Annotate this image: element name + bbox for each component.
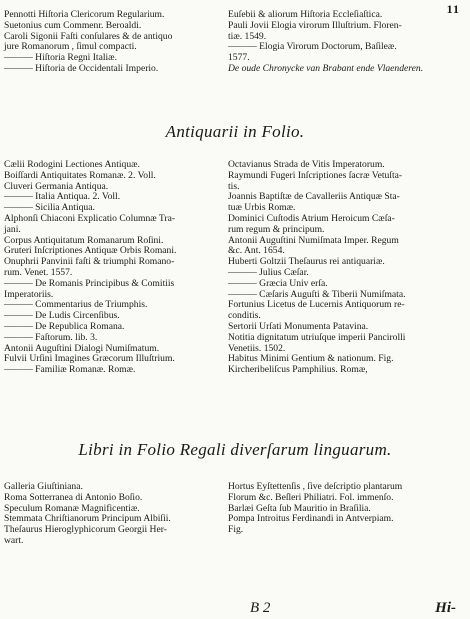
- list-item: Boiſſardi Antiquitates Romanæ. 2. Voll.: [4, 169, 156, 181]
- antiquarii-right-column: [228, 160, 460, 376]
- list-item: ——— Hiſtoria Regni Italiæ.: [4, 52, 117, 64]
- libri-right-column: [228, 482, 460, 547]
- list-item: Caroli Sigonii Faſti conſulares & de antiquo jure Romanorum , ſimul compacti.: [4, 30, 173, 53]
- list-item: ——— Elogia Virorum Doctorum, Baſileæ. 1577.: [228, 41, 397, 64]
- list-item: Stemmata Chriſtianorum Principum Albiſii.: [4, 513, 171, 525]
- list-item: Raymundi Fugeri Inſcriptiones ſacræ Vetuſta- tis.: [228, 169, 403, 192]
- list-item: ——— De Romanis Principibus & Comitiis Imperatoriis.: [4, 277, 175, 300]
- catchword: Hi-: [435, 600, 456, 616]
- list-item: Galleria Giuſtiniana.: [4, 481, 83, 492]
- list-item: Habitus Minimi Gentium & nationum. Fig.: [228, 353, 394, 365]
- list-item: Suetonius cum Commenr. Beroaldi.: [4, 19, 142, 31]
- list-item: ——— Italia Antiqua. 2. Voll.: [4, 191, 121, 203]
- top-right-column: [228, 10, 460, 75]
- section-heading-antiquarii: Antiquarii in Folio.: [165, 122, 305, 141]
- signature-mark: B 2: [250, 600, 271, 616]
- antiquarii-entries: [4, 160, 460, 376]
- list-item: Alphonſi Chiaconi Explicatio Columnæ Tra- jani.: [4, 212, 176, 235]
- list-item: ——— Faſtorum. lib. 3.: [4, 331, 98, 343]
- section-heading-libri: Libri in Folio Regali diverſarum linguarum.: [78, 440, 392, 459]
- list-item: ——— Græcia Univ erſa.: [228, 277, 328, 289]
- list-item: ——— Cæſaris Auguſti & Tiberii Numiſmata.: [228, 288, 406, 300]
- list-item: Fortunius Licetus de Lucernis Antiquorum re- conditis.: [228, 299, 405, 322]
- list-item: Kircheribeliſcus Pamphilius. Romæ,: [228, 364, 368, 376]
- top-entries: [4, 10, 460, 75]
- top-left-column: [4, 10, 210, 75]
- list-item: ——— Hiſtoria de Occidentali Imperio.: [4, 62, 159, 74]
- libri-left-column: [4, 482, 210, 547]
- list-item: Pennotti Hiſtoria Clericorum Regularium.: [4, 9, 165, 20]
- list-item: ——— De Republica Romana.: [4, 320, 125, 332]
- list-item: Roma Sotterranea di Antonio Boſio.: [4, 491, 143, 503]
- list-item: Antonii Auguſtini Numiſmata Imper. Regum &c. Ant. 1654.: [228, 234, 399, 257]
- list-item: Theſaurus Hieroglyphicorum Georgii Her- wart.: [4, 524, 167, 546]
- libri-entries: [4, 482, 460, 547]
- list-item: Dominici Cuſtodis Atrium Heroicum Cæſa- rum regum & principum.: [228, 212, 395, 235]
- list-item: Gruteri Inſcriptiones Antiquæ Orbis Romani.: [4, 245, 177, 257]
- list-item: Notitia dignitatum utriuſque imperii Pancirolli Venetiis. 1502.: [228, 331, 406, 354]
- list-item: Pauli Jovii Elogia virorum Illuſtrium. Floren- tiæ. 1549.: [228, 19, 402, 42]
- list-item: Joannis Baptiſtæ de Cavalleriis Antiquæ Sta- tuæ Urbis Romæ.: [228, 191, 400, 214]
- list-item: Sertorii Urſati Monumenta Patavina.: [228, 320, 369, 332]
- list-item: Corpus Antiquitatum Romanarum Roſini.: [4, 234, 164, 246]
- list-item: ——— Sicilia Antiqua.: [4, 202, 95, 214]
- list-item: De oude Chronycke van Brabant ende Vlaenderen.: [228, 62, 424, 74]
- list-item: Pompa Introitus Ferdinandi in Antverpiam. Fig.: [228, 513, 394, 536]
- list-item: Cælii Rodogini Lectiones Antiquæ.: [4, 159, 140, 170]
- list-item: Onuphrii Panvinii faſti & triumphi Romano- rum. Venet. 1557.: [4, 256, 175, 278]
- list-item: Euſebii & aliorum Hiſtoria Eccleſiaſtica.: [228, 9, 383, 20]
- list-item: Hortus Eyſtettenſis , ſive deſcriptio plantarum Florum &c. Beſleri Philiatri. Fol. immenſo.: [228, 481, 403, 503]
- list-item: Huberti Goltzii Theſaurus rei antiquariæ.: [228, 256, 385, 268]
- page-number: 11: [446, 2, 460, 16]
- list-item: ——— Julius Cæſar.: [228, 266, 309, 278]
- list-item: Antonii Auguſtini Dialogi Numiſmatum.: [4, 342, 160, 354]
- list-item: Cluveri Germania Antiqua.: [4, 180, 109, 192]
- list-item: ——— Commentarius de Triumphis.: [4, 299, 148, 311]
- list-item: Octavianus Strada de Vitis Imperatorum.: [228, 159, 385, 170]
- antiquarii-left-column: [4, 160, 210, 376]
- list-item: ——— De Ludis Circenſibus.: [4, 310, 120, 322]
- list-item: Barlæi Geſta ſub Mauritio in Braſilia.: [228, 502, 371, 514]
- list-item: ——— Familiæ Romanæ. Romæ.: [4, 364, 136, 376]
- list-item: Speculum Romanæ Magnificentiæ.: [4, 502, 140, 514]
- list-item: Fulvii Urſini Imagines Græcorum Illuſtrium.: [4, 353, 175, 365]
